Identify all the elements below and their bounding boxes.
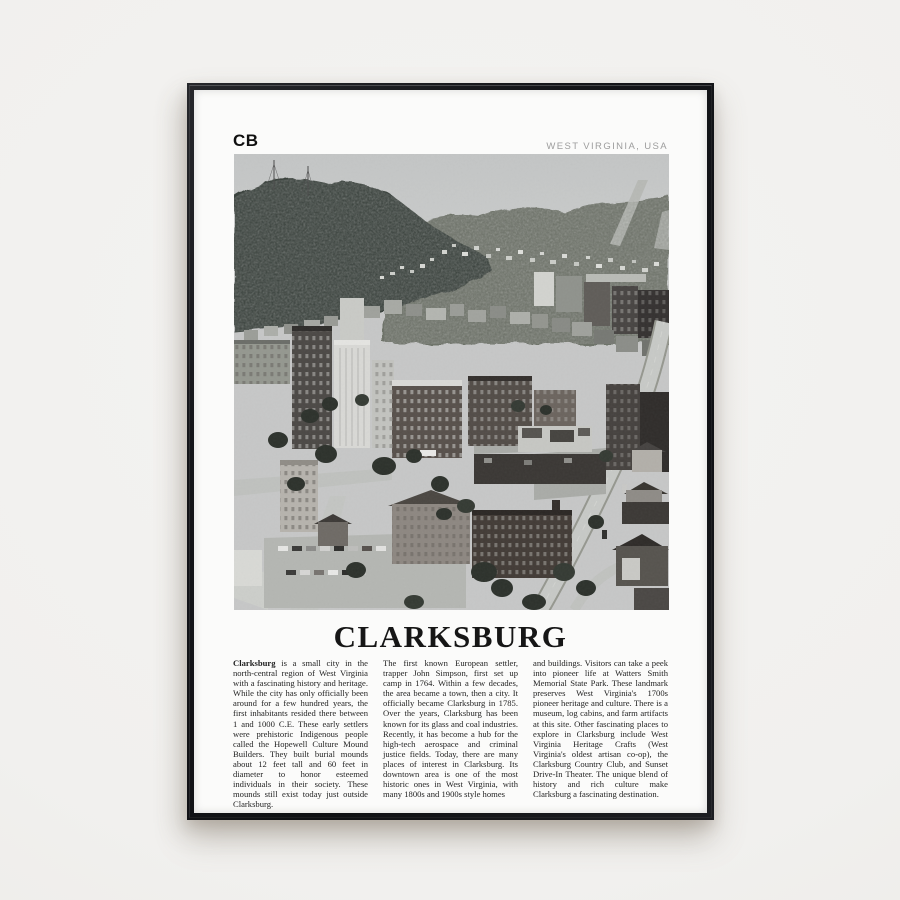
picture-frame (187, 83, 714, 820)
photo-grain (234, 154, 669, 610)
text-column-3: and buildings. Visitors can take a peek into pioneer life at Watters Smith Memorial State Park. These landmark preserves West Virginia's 1700s pioneer heritage and culture. There is a museum, log cabins, and farm artifacts at this site. Other fascinating places to explore in Clarksburg include West Virginia Heritage Crafts (West Virginia's oldest artisan co-op), the Clarksburg Country Club, and Sunset Drive-In Theater. The unique blend of history and rich culture make Clarksburg a fascinating destination. (533, 658, 668, 800)
lead-word: Clarksburg (233, 658, 276, 668)
monogram-text: CB (233, 131, 259, 150)
body-text (233, 658, 668, 809)
poster (194, 90, 707, 813)
text-column-1 (233, 658, 368, 809)
column-1-text: is a small city in the north-central region of West Virginia with a fascinating history and heritage. While the city has only officially been around for a few hundred years, the first inhabitants resided there between 1 and 1000 C.E. These early settlers were prehistoric Indigenous people called the Hopewell Culture Mound Builders. They built burial mounds about 12 feet tall and 60 feet in diameter to honor esteemed individuals in their society. These mounds still exist today just outside Clarksburg. (233, 658, 368, 810)
location-label: WEST VIRGINIA, USA (546, 141, 668, 152)
cityscape-photo (234, 154, 669, 610)
text-column-2: The first known European settler, trapper John Simpson, first set up camp in 1764. Within a few decades, the area became a town, then a city. It officially became Clarksburg in 1785. Over the years, Clarksburg has been known for its glass and coal industries. Recently, it has become a hub for the high-tech aerospace and criminal justice fields. Today, there are many places of interest in Clarksburg. Its downtown area is one of the most historic ones in West Virginia, with many 1800s and 1900s style homes (383, 658, 518, 800)
poster-title: CLARKSBURG (333, 619, 568, 654)
